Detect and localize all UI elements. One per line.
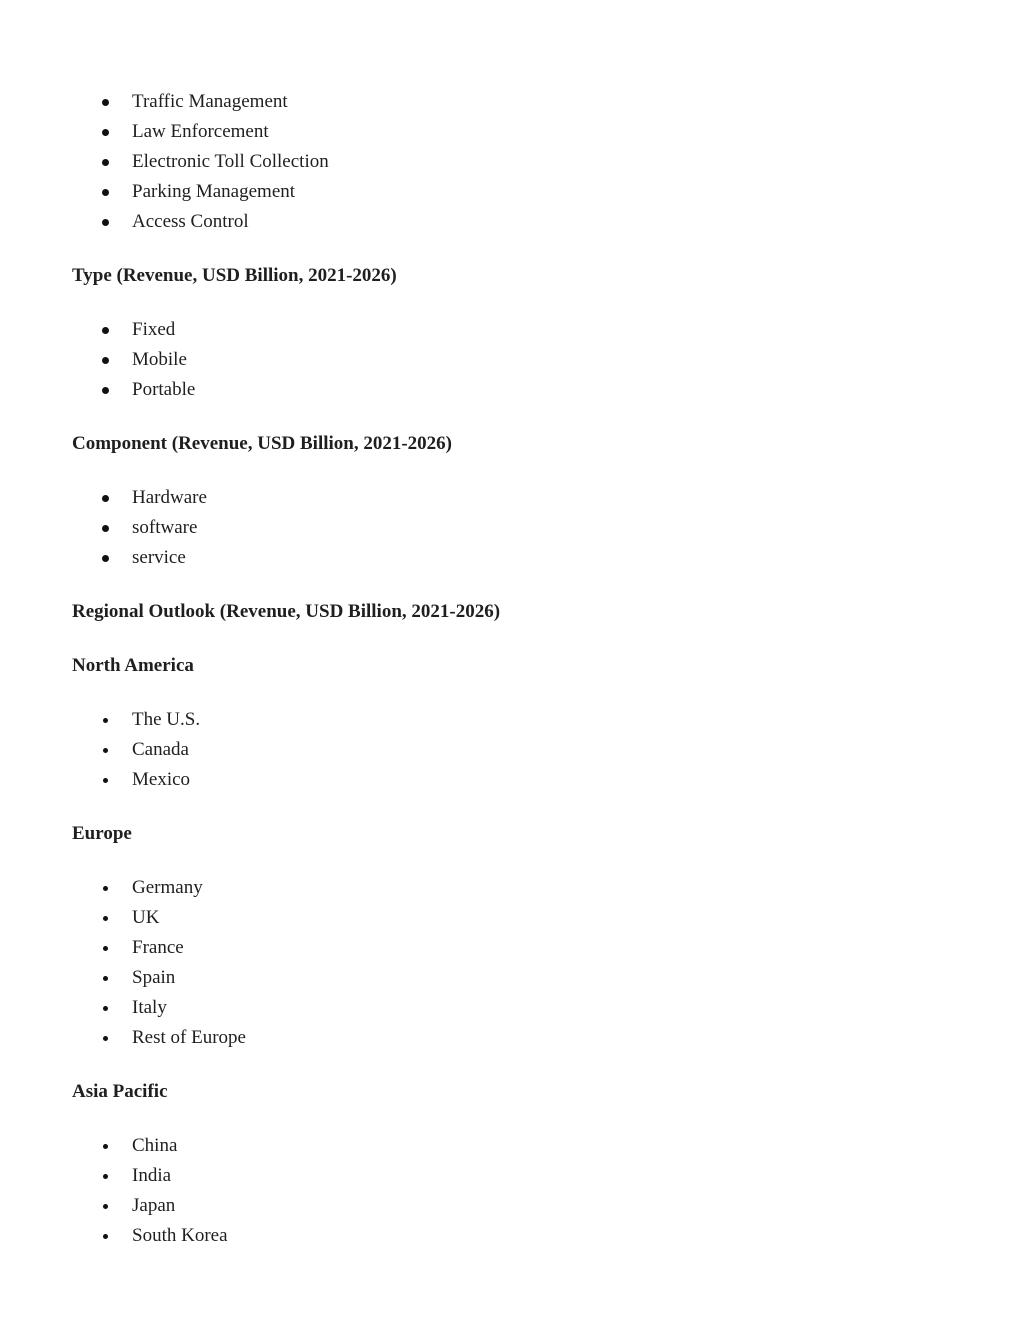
north-america-heading: North America	[72, 655, 194, 676]
bullet-icon	[102, 219, 109, 226]
bullet-icon	[103, 1174, 108, 1179]
bullet-icon	[102, 99, 109, 106]
type-heading: Type (Revenue, USD Billion, 2021-2026)	[72, 265, 397, 286]
bullet-icon	[103, 1036, 108, 1041]
bullet-icon	[102, 189, 109, 196]
bullet-icon	[103, 718, 108, 723]
bullet-icon	[103, 886, 108, 891]
bullet-icon	[102, 495, 109, 502]
bullet-icon	[103, 1204, 108, 1209]
bullet-icon	[102, 357, 109, 364]
bullet-icon	[102, 159, 109, 166]
bullet-icon	[103, 946, 108, 951]
bullet-icon	[103, 748, 108, 753]
bullet-icon	[103, 778, 108, 783]
regional-outlook-heading: Regional Outlook (Revenue, USD Billion, 2021-2026)	[72, 601, 501, 622]
document-page: Traffic Management Law Enforcement Electronic Toll Collection Parking Management Access Control Type (Revenue, USD Billion, 2021-2026) Fixed Mobile Portable Component (Revenue, USD Billion, 2021-2026) Hardware software service Regional Outlook (Revenue, USD Billion, 2021-2026) North America The U.S. Canada Mexico Europe Germany UK France Spain Italy Rest of Europe Asia Pacific China India Japan South Korea	[72, 91, 501, 1246]
asia-pacific-heading: Asia Pacific	[72, 1081, 168, 1102]
component-heading: Component (Revenue, USD Billion, 2021-2026)	[72, 433, 453, 454]
bullet-icon	[103, 1234, 108, 1239]
bullet-icon	[102, 525, 109, 532]
bullet-icon	[103, 976, 108, 981]
bullet-icon	[103, 1144, 108, 1149]
europe-heading: Europe	[72, 823, 132, 844]
bullet-icon	[103, 1006, 108, 1011]
bullet-icon	[102, 327, 109, 334]
bullet-icon	[102, 387, 109, 394]
bullet-icon	[103, 916, 108, 921]
bullet-icon	[102, 555, 109, 562]
bullet-icon	[102, 129, 109, 136]
